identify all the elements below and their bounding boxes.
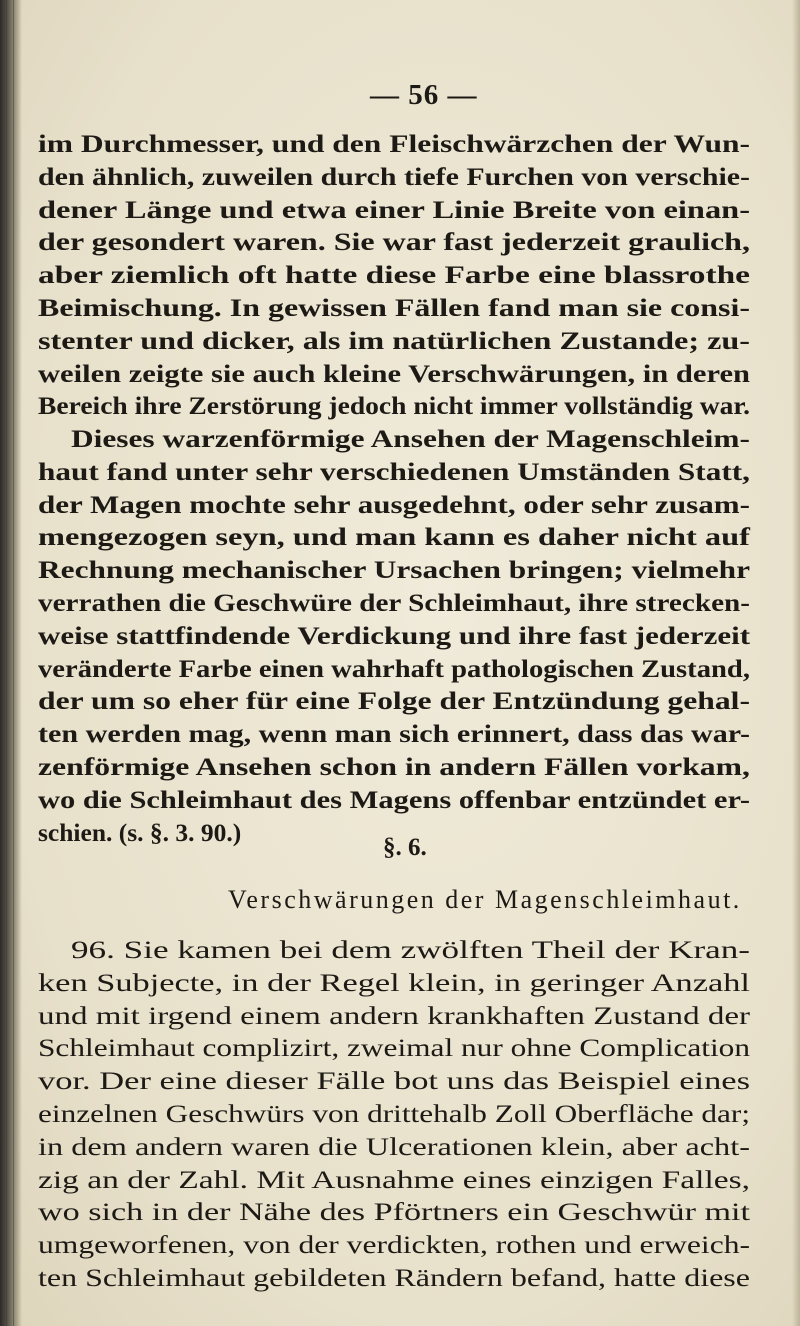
text-line: aber ziemlich oft hatte diese Farbe eine blassrothe xyxy=(38,260,750,290)
text-line: Bereich ihre Zerstörung jedoch nicht immer vollständig war. xyxy=(38,391,751,421)
text-line: stenter und dicker, als im natürlichen Zustande; zu- xyxy=(38,325,751,355)
text-line: weise stattfindende Verdickung und ihre fast jederzeit xyxy=(38,620,751,650)
section-number: §. 6. xyxy=(383,834,427,861)
binding-line xyxy=(13,0,14,1326)
page-edge xyxy=(792,0,800,1326)
page-number: — 56 — xyxy=(370,79,478,111)
text-line: dener Länge und etwa einer Linie Breite von einan- xyxy=(38,194,751,224)
text-line: in dem andern waren die Ulcerationen klein, aber acht- xyxy=(38,1131,750,1161)
section-title: Verschwärungen der Magenschleimhaut. xyxy=(228,885,742,914)
text-line: im Durchmesser, und den Fleischwärzchen der Wun- xyxy=(38,129,751,158)
binding-line xyxy=(6,0,7,1326)
text-line: der Magen mochte sehr ausgedehnt, oder sehr zusam- xyxy=(38,489,750,519)
text-line: ten Schleimhaut gebildeten Rändern befand, hatte diese xyxy=(38,1263,750,1292)
text-line: ken Subjecte, in der Regel klein, in geringer Anzahl xyxy=(38,967,750,997)
text-line: verrathen die Geschwüre der Schleimhaut, ihre strecken- xyxy=(38,588,750,617)
text-line: umgeworfenen, von der verdickten, rothen und erweich- xyxy=(38,1230,751,1260)
text-line: Beimischung. In gewissen Fällen fand man sie consi- xyxy=(38,293,751,322)
text-line: der um so eher für eine Folge der Entzündung gehal- xyxy=(38,686,751,716)
text-line: haut fand unter sehr verschiedenen Umständen Statt, xyxy=(38,456,750,486)
text-line: Dieses warzenförmige Ansehen der Magenschleim- xyxy=(71,424,750,453)
text-line: zenförmige Ansehen schon in andern Fällen vorkam, xyxy=(38,752,750,781)
book-binding-shadow xyxy=(0,0,22,1326)
text-line: Schleimhaut complizirt, zweimal nur ohne Complication xyxy=(38,1033,750,1063)
text-line: den ähnlich, zuweilen durch tiefe Furchen von verschie- xyxy=(38,161,751,191)
text-line: 96. Sie kamen bei dem zwölften Theil der Kran- xyxy=(71,935,750,964)
text-line: vor. Der eine dieser Fälle bot uns das Beispiel eines xyxy=(38,1066,751,1096)
text-line: veränderte Farbe einen wahrhaft pathologischen Zustand, xyxy=(38,653,750,683)
text-line: der gesondert waren. Sie war fast jederzeit graulich, xyxy=(38,227,750,257)
text-line: einzelnen Geschwürs von drittehalb Zoll Oberfläche dar; xyxy=(38,1099,751,1128)
text-line: wo sich in der Nähe des Pförtners ein Geschwür mit xyxy=(38,1197,751,1227)
text-line: mengezogen seyn, und man kann es daher nicht auf xyxy=(38,522,750,552)
text-line: ten werden mag, wenn man sich erinnert, dass das war- xyxy=(38,719,751,749)
text-line: weilen zeigte sie auch kleine Verschwärungen, in deren xyxy=(38,358,750,388)
text-line: schien. (s. §. 3. 90.) xyxy=(38,817,242,847)
text-line: und mit irgend einem andern krankhaften Zustand der xyxy=(38,1000,751,1030)
text-line: Rechnung mechanischer Ursachen bringen; vielmehr xyxy=(38,555,751,585)
text-line: zig an der Zahl. Mit Ausnahme eines einzigen Falles, xyxy=(38,1164,751,1194)
text-line: wo die Schleimhaut des Magens offenbar entzündet er- xyxy=(38,784,751,814)
